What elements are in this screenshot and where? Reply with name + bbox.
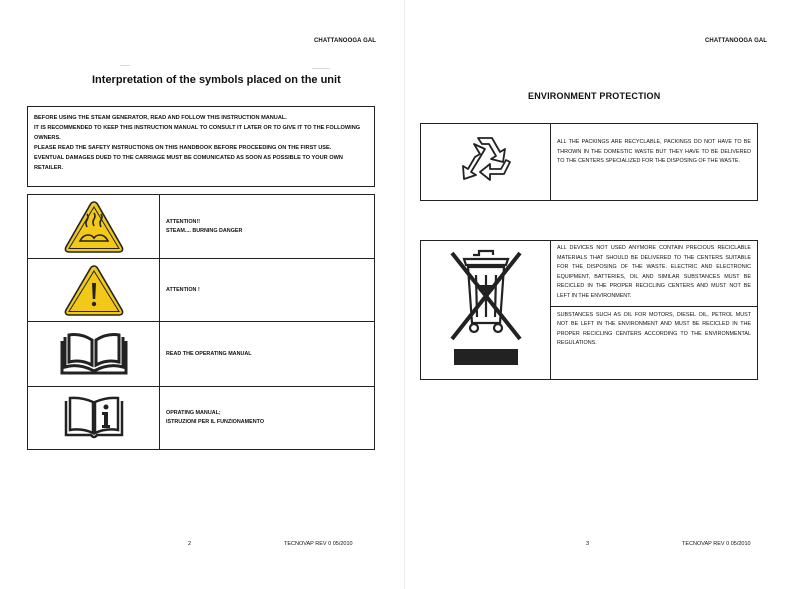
symbol-text [160,387,374,449]
info-book-icon [62,395,126,441]
symbol-text-line: ISTRUZIONI PER IL FUNZIONAMENTO [166,419,265,425]
warning-icon [62,262,126,318]
symbol-text-line: READ THE OPERATING MANUAL [166,350,252,357]
revision-label: TECNOVAP REV 0 05/2010 [682,541,751,547]
crossed-bin-icon [446,245,526,375]
page-header: CHATTANOOGA GAL [314,38,377,44]
symbol-cell [28,259,160,322]
intro-line: EVENTUAL DAMAGES DUED TO THE CARRIAGE MUST BE COMUNICATED AS SOON AS POSSIBLE TO YOUR OWN RETAILER. [34,155,343,171]
weee-text-1: ALL DEVICES NOT USED ANYMORE CONTAIN PRECIOUS RECICLABLE MATERIALS THAT SHOULD BE DELIVERED TO THE CENTERS SUITABLE FOR THE DISPOSING OF THE WASTE. ELECTRIC AND ELECTRONIC EQUIPMENT, BATTERIES, OIL AND SIMILAR SUBSTANCES MUST BE RECICLED IN THE PROPER RECICLING CENTERS AND MUST NOT BE LEFT IN THE ENVIRONMENT. [557,245,751,299]
symbol-text [160,322,374,387]
recycle-box [420,123,758,201]
intro-line: PLEASE READ THE SAFETY INSTRUCTIONS ON THIS HANDBOOK BEFORE PROCEEDING ON THE FIRST USE. [34,145,332,151]
symbol-text [160,195,374,259]
symbol-text [160,259,374,322]
symbol-text-line: ATTENTION!! [166,218,201,225]
symbol-text-line: STEAM.... BURNING DANGER [166,227,243,234]
weee-text-column [551,241,757,379]
open-book-icon [59,331,129,377]
recycle-text: ALL THE PACKINGS ARE RECYCLABLE, PACKINGS DO NOT HAVE TO BE THROWN IN THE DOMESTIC WASTE BUT THEY HAVE TO BE DELIVERED TO THE CENTERS SPECIALIZED FOR THE DISPOSING OF THE WASTE. [557,139,751,165]
page-number: 3 [586,541,590,547]
symbol-text-line: OPRATING MANUAL; [166,410,221,416]
page-header: CHATTANOOGA GAL [705,38,768,44]
revision-label: TECNOVAP REV 0 05/2010 [284,541,353,547]
steam-burning-icon [62,199,126,255]
page-title: ENVIRONMENT PROTECTION [528,91,661,101]
symbols-table [27,194,375,450]
symbol-cell [421,241,551,379]
page-number: 2 [188,541,192,547]
symbol-cell [28,322,160,387]
symbol-cell [28,387,160,449]
weee-text-2: SUBSTANCES SUCH AS OIL FOR MOTORS, DIESEL OIL, PETROL MUST NOT BE LEFT IN THE ENVIRONMENT AND MUST BE RECICLED IN THE PROPER RECICLING CENTERS ACCORDING TO THE ENVIRONMENTAL REGULATIONS. [557,311,751,347]
page-title: Interpretation of the symbols placed on the unit [92,74,341,86]
right-page [404,0,808,589]
symbol-cell [421,124,551,200]
weee-box [420,240,758,380]
recycle-icon [454,132,518,192]
symbol-text-line: ATTENTION ! [166,286,200,293]
intro-box [27,106,375,187]
intro-line: BEFORE USING THE STEAM GENERATOR, READ AND FOLLOW THIS INSTRUCTION MANUAL. [34,115,287,121]
symbol-cell [28,195,160,259]
intro-line: IT IS RECOMMENDED TO KEEP THIS INSTRUCTION MANUAL TO CONSULT IT LATER OR TO GIVE IT TO THE FOLLOWING OWNERS. [34,125,361,141]
